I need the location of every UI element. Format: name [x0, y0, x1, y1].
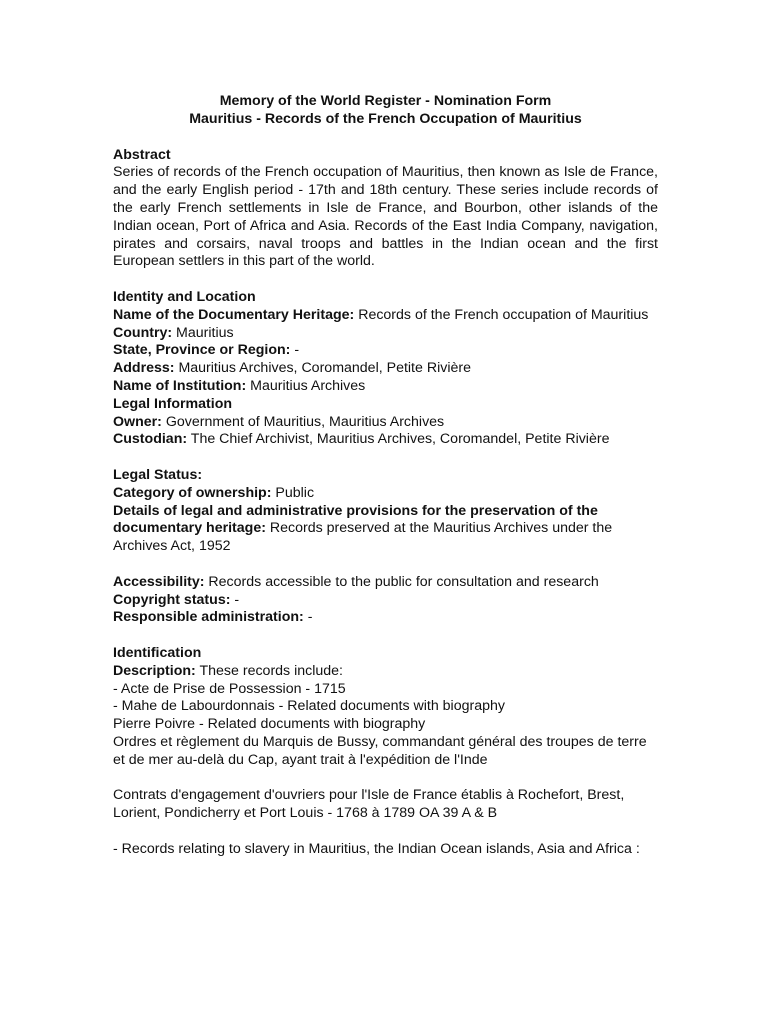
identification-section	[113, 645, 658, 859]
document-subtitle: Mauritius - Records of the French Occupation of Mauritius	[189, 110, 582, 127]
document-page	[113, 93, 658, 858]
identity-heading: Identity and Location	[113, 288, 256, 305]
field-label: Name of the Documentary Heritage:	[113, 306, 355, 323]
responsible-administration-field	[113, 609, 658, 627]
list-item: - Mahe de Labourdonnais - Related documents with biography	[113, 698, 505, 715]
provisions-field	[113, 503, 658, 556]
field-label: Custodian:	[113, 431, 188, 448]
field-value: The Chief Archivist, Mauritius Archives, Coromandel, Petite Rivière	[187, 431, 610, 448]
copyright-field	[113, 592, 658, 610]
institution-field	[113, 378, 658, 396]
contracts-paragraph: Contrats d'engagement d'ouvriers pour l'Isle de France établis à Rochefort, Brest, Lorient, Pondicherry et Port Louis - 1768 à 1789 OA 39 A & B	[113, 787, 625, 822]
field-value: Public	[271, 484, 315, 501]
field-value: Records of the French occupation of Mauritius	[354, 306, 649, 323]
field-label: Copyright status:	[113, 591, 231, 608]
list-item: Ordres et règlement du Marquis de Bussy, commandant général des troupes de terre et de mer au-delà du Cap, ayant trait à l'expédition de l'Inde	[113, 733, 647, 768]
field-value: Mauritius	[172, 324, 234, 341]
field-label: Country:	[113, 324, 173, 341]
field-value: These records include:	[195, 662, 343, 679]
field-label: Responsible administration:	[113, 609, 304, 626]
field-value: Mauritius Archives, Coromandel, Petite Rivière	[174, 360, 471, 377]
field-value: Records preserved at the Mauritius Archives under the Archives Act, 1952	[113, 520, 613, 555]
field-label: Details of legal and administrative provisions for the preservation of the documentary heritage:	[113, 502, 598, 537]
legal-information-heading: Legal Information	[113, 395, 233, 412]
access-section	[113, 574, 658, 627]
identity-section	[113, 289, 658, 449]
address-field	[113, 360, 658, 378]
field-label: Address:	[113, 360, 175, 377]
field-value: Records accessible to the public for consultation and research	[204, 573, 599, 590]
identification-heading: Identification	[113, 644, 202, 661]
state-field	[113, 342, 658, 360]
document-title: Memory of the World Register - Nomination Form	[219, 93, 552, 109]
field-value: -	[230, 591, 240, 608]
field-label: Category of ownership:	[113, 484, 272, 501]
abstract-section	[113, 147, 658, 272]
field-label: Description:	[113, 662, 196, 679]
abstract-text: Series of records of the French occupation of Mauritius, then known as Isle de France, and the early English period - 17th and 18th century. These series include records of the early French settlements in Isle de France, and Bourbon, other islands of the Indian ocean, Port of Africa and Asia. Records of the East India Company, navigation, pirates and corsairs, naval troops and battles in the Indian ocean and the first European settlers in this part of the world.	[113, 164, 658, 270]
field-value: -	[303, 609, 313, 626]
custodian-field	[113, 431, 658, 449]
field-label: State, Province or Region:	[113, 342, 291, 359]
accessibility-field	[113, 574, 658, 592]
abstract-heading: Abstract	[113, 146, 171, 163]
field-value: Government of Mauritius, Mauritius Archives	[161, 413, 445, 430]
documentary-heritage-name	[113, 307, 658, 325]
legal-status-heading: Legal Status:	[113, 466, 203, 483]
slavery-records-paragraph: - Records relating to slavery in Mauritius, the Indian Ocean islands, Asia and Africa :	[113, 840, 640, 857]
field-label: Accessibility:	[113, 573, 205, 590]
field-value: Mauritius Archives	[246, 377, 366, 394]
list-item: Pierre Poivre - Related documents with biography	[113, 716, 426, 733]
list-item: - Acte de Prise de Possession - 1715	[113, 680, 346, 697]
legal-status-section	[113, 467, 658, 556]
field-value: -	[290, 342, 300, 359]
country-field	[113, 325, 658, 343]
owner-field	[113, 414, 658, 432]
description-field	[113, 663, 658, 681]
field-label: Owner:	[113, 413, 162, 430]
category-field	[113, 485, 658, 503]
field-label: Name of Institution:	[113, 377, 247, 394]
title-block	[113, 93, 658, 129]
